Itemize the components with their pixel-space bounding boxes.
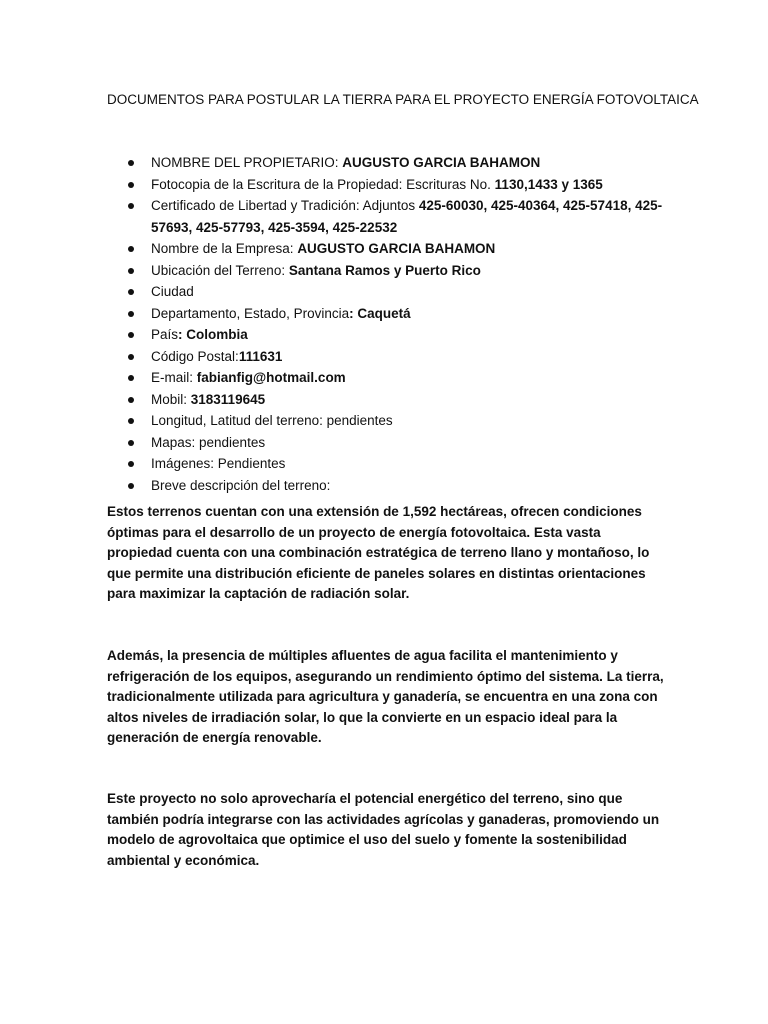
item-label: Mapas: pendientes bbox=[151, 434, 266, 450]
item-label: Código Postal: bbox=[151, 348, 239, 364]
list-item bbox=[128, 367, 668, 389]
bullet-icon bbox=[128, 246, 134, 252]
list-item bbox=[128, 453, 668, 475]
list-item bbox=[128, 195, 668, 238]
bullet-icon bbox=[128, 289, 134, 295]
item-value: 1130,1433 y 1365 bbox=[494, 176, 603, 192]
list-item bbox=[128, 324, 668, 346]
bullet-icon bbox=[128, 354, 134, 360]
list-item bbox=[128, 152, 668, 174]
bullet-icon bbox=[128, 461, 134, 467]
item-label: NOMBRE DEL PROPIETARIO: bbox=[151, 155, 343, 170]
item-value: : Colombia bbox=[178, 327, 248, 342]
item-label: Imágenes: Pendientes bbox=[151, 456, 286, 471]
item-label: Fotocopia de la Escritura de la Propiedad: Escrituras No. bbox=[151, 176, 495, 192]
bullet-icon bbox=[128, 397, 134, 403]
list-item bbox=[128, 475, 668, 497]
item-label: Nombre de la Empresa: bbox=[151, 241, 298, 256]
item-value: AUGUSTO GARCIA BAHAMON bbox=[297, 241, 496, 256]
list-item bbox=[128, 260, 668, 282]
list-item bbox=[128, 174, 668, 196]
bullet-icon bbox=[128, 268, 134, 274]
bullet-icon bbox=[128, 160, 134, 166]
list-item bbox=[128, 303, 668, 325]
bullet-icon bbox=[128, 375, 134, 381]
bullet-icon bbox=[128, 182, 134, 188]
list-item bbox=[128, 389, 668, 411]
bullet-icon bbox=[128, 311, 134, 317]
item-label: E-mail: bbox=[151, 370, 197, 385]
item-label: Ciudad bbox=[151, 284, 194, 299]
item-label: Departamento, Estado, Provincia bbox=[151, 305, 350, 321]
list-item bbox=[128, 346, 668, 368]
bullet-icon bbox=[128, 440, 134, 446]
description-paragraph-1: Estos terrenos cuentan con una extensión de 1,592 hectáreas, ofrecen condiciones óptimas para el desarrollo de un proyecto de energía fotovoltaica. Esta vasta propiedad cuenta con una combinación estratégica de terreno llano y montañoso, lo que permite una distribución eficiente de paneles solares en distintas orientaciones para maximizar la captación de radiación solar. bbox=[107, 504, 650, 601]
bullet-icon bbox=[128, 203, 134, 209]
item-value: AUGUSTO GARCIA BAHAMON bbox=[342, 155, 541, 170]
item-value: 111631 bbox=[238, 348, 283, 364]
item-label: Breve descripción del terreno: bbox=[151, 477, 331, 493]
bullet-icon bbox=[128, 332, 134, 338]
item-label: Mobil: bbox=[151, 391, 191, 407]
phone-value: 3183119645 bbox=[190, 391, 266, 407]
item-label: Ubicación del Terreno: bbox=[151, 262, 289, 278]
description-paragraph-2: Además, la presencia de múltiples afluentes de agua facilita el mantenimiento y refrigeración de los equipos, asegurando un rendimiento óptimo del sistema. La tierra, tradicionalmente utilizada para agricultura y ganadería, se encuentra en una zona con altos niveles de irradiación solar, lo que la convierte en un espacio ideal para la generación de energía renovable. bbox=[107, 648, 664, 745]
requirements-list bbox=[128, 152, 668, 496]
item-label: Longitud, Latitud del terreno: pendientes bbox=[151, 413, 393, 428]
bullet-icon bbox=[128, 418, 134, 424]
item-value: 425-60030, 425-40364, 425-57418, 425-57693, 425-57793, 425-3594, 425-22532 bbox=[151, 198, 663, 235]
list-item bbox=[128, 281, 668, 303]
list-item bbox=[128, 432, 668, 454]
document-title: DOCUMENTOS PARA POSTULAR LA TIERRA PARA EL PROYECTO ENERGÍA FOTOVOLTAICA bbox=[107, 92, 699, 107]
description-paragraph-3: Este proyecto no solo aprovecharía el potencial energético del terreno, sino que también podría integrarse con las actividades agrícolas y ganaderas, promoviendo un modelo de agrovoltaica que optimice el uso del suelo y fomente la sostenibilidad ambiental y económica. bbox=[107, 791, 660, 868]
item-value: Santana Ramos y Puerto Rico bbox=[288, 262, 481, 278]
bullet-icon bbox=[128, 483, 134, 489]
list-item bbox=[128, 238, 668, 260]
email-value: fabianfig@hotmail.com bbox=[196, 370, 346, 385]
item-value: : Caquetá bbox=[349, 305, 411, 321]
list-item bbox=[128, 410, 668, 432]
item-label: País bbox=[151, 327, 179, 342]
item-label: Certificado de Libertad y Tradición: Adjuntos bbox=[151, 198, 419, 213]
